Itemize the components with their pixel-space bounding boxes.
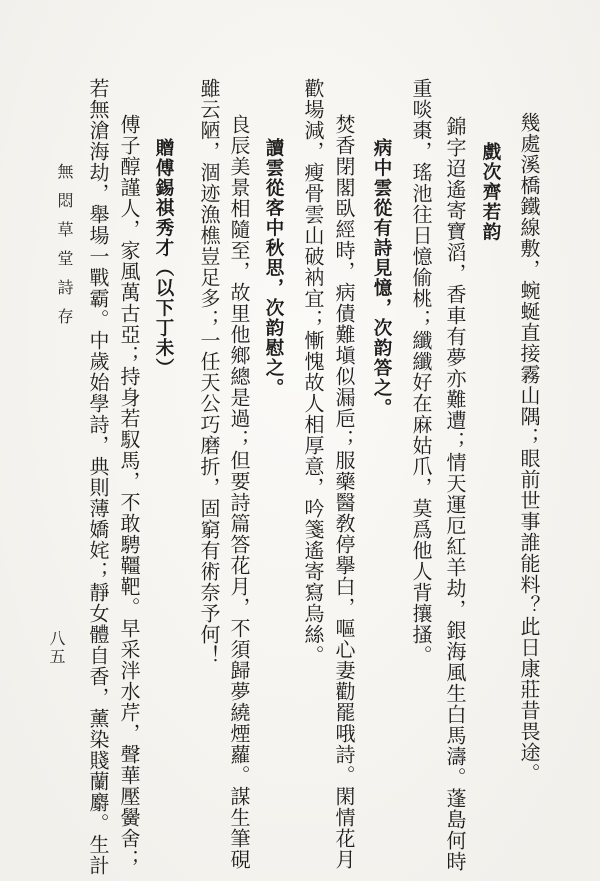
- poem-title-bing-zhong-yun-cong: 病中雲從有詩見憶，次韵答之。: [371, 138, 391, 418]
- verse-column-jin-zi-1: 錦字迢遙寄寶滔，香車有夢亦難遭；情天運厄紅羊劫，銀海風生白馬濤。蓬島何時: [443, 116, 465, 872]
- page-number: 八五: [47, 630, 64, 666]
- verse-column-liang-chen-1: 良辰美景相隨至，故里他鄉總是過；但要詩篇答花月，不須歸夢繞煙蘿。謀生筆硯: [227, 114, 249, 870]
- poem-title-zeng-fu-xi-qi: 贈傅錫祺秀才（以下丁未）: [153, 138, 173, 378]
- verse-column-fen-xiang-2: 歡場減，瘦骨雲山破衲宜；慚愧故人相厚意，吟箋遙寄寫烏絲。: [301, 78, 323, 666]
- verse-column-jin-zi-2: 重啖棗，瑤池往日憶偷桃；纖纖好在麻姑爪，莫爲他人背攘搔。: [409, 78, 431, 666]
- verse-column-continuation-prev-poem: 幾處溪橋鐵線敷，蜿蜒直接霧山隅；眼前世事誰能料？此日康莊昔畏途。: [517, 112, 539, 784]
- poem-title-xi-ci-qi-ruo-yun: 戲次齊若韵: [480, 142, 500, 242]
- verse-column-fu-zi-1: 傅子醇謹人，家風萬古亞；持身若馭馬，不敢騁韁靶。早采泮水芹，聲華壓黌舍；: [117, 114, 139, 870]
- book-spine-title: 無悶草堂詩存: [55, 163, 72, 337]
- poem-title-du-yun-cong: 讀雲從客中秋思，次韵慰之。: [263, 138, 283, 398]
- verse-column-fu-zi-2: 若無滄海劫，舉場一戰霸。中歲始學詩，典則薄嬌姹；靜女體自香，薰染賤蘭麝。生計: [86, 78, 108, 876]
- verse-column-fen-xiang-1: 焚香閉閣臥經時，病債難塡似漏巵；服藥醫敎停擧白，嘔心妻勸罷哦詩。閑情花月: [332, 114, 354, 870]
- verse-column-liang-chen-2: 雖云陋，涸迹漁樵豈足多；一任天公巧磨折，固窮有術奈予何！: [197, 78, 219, 666]
